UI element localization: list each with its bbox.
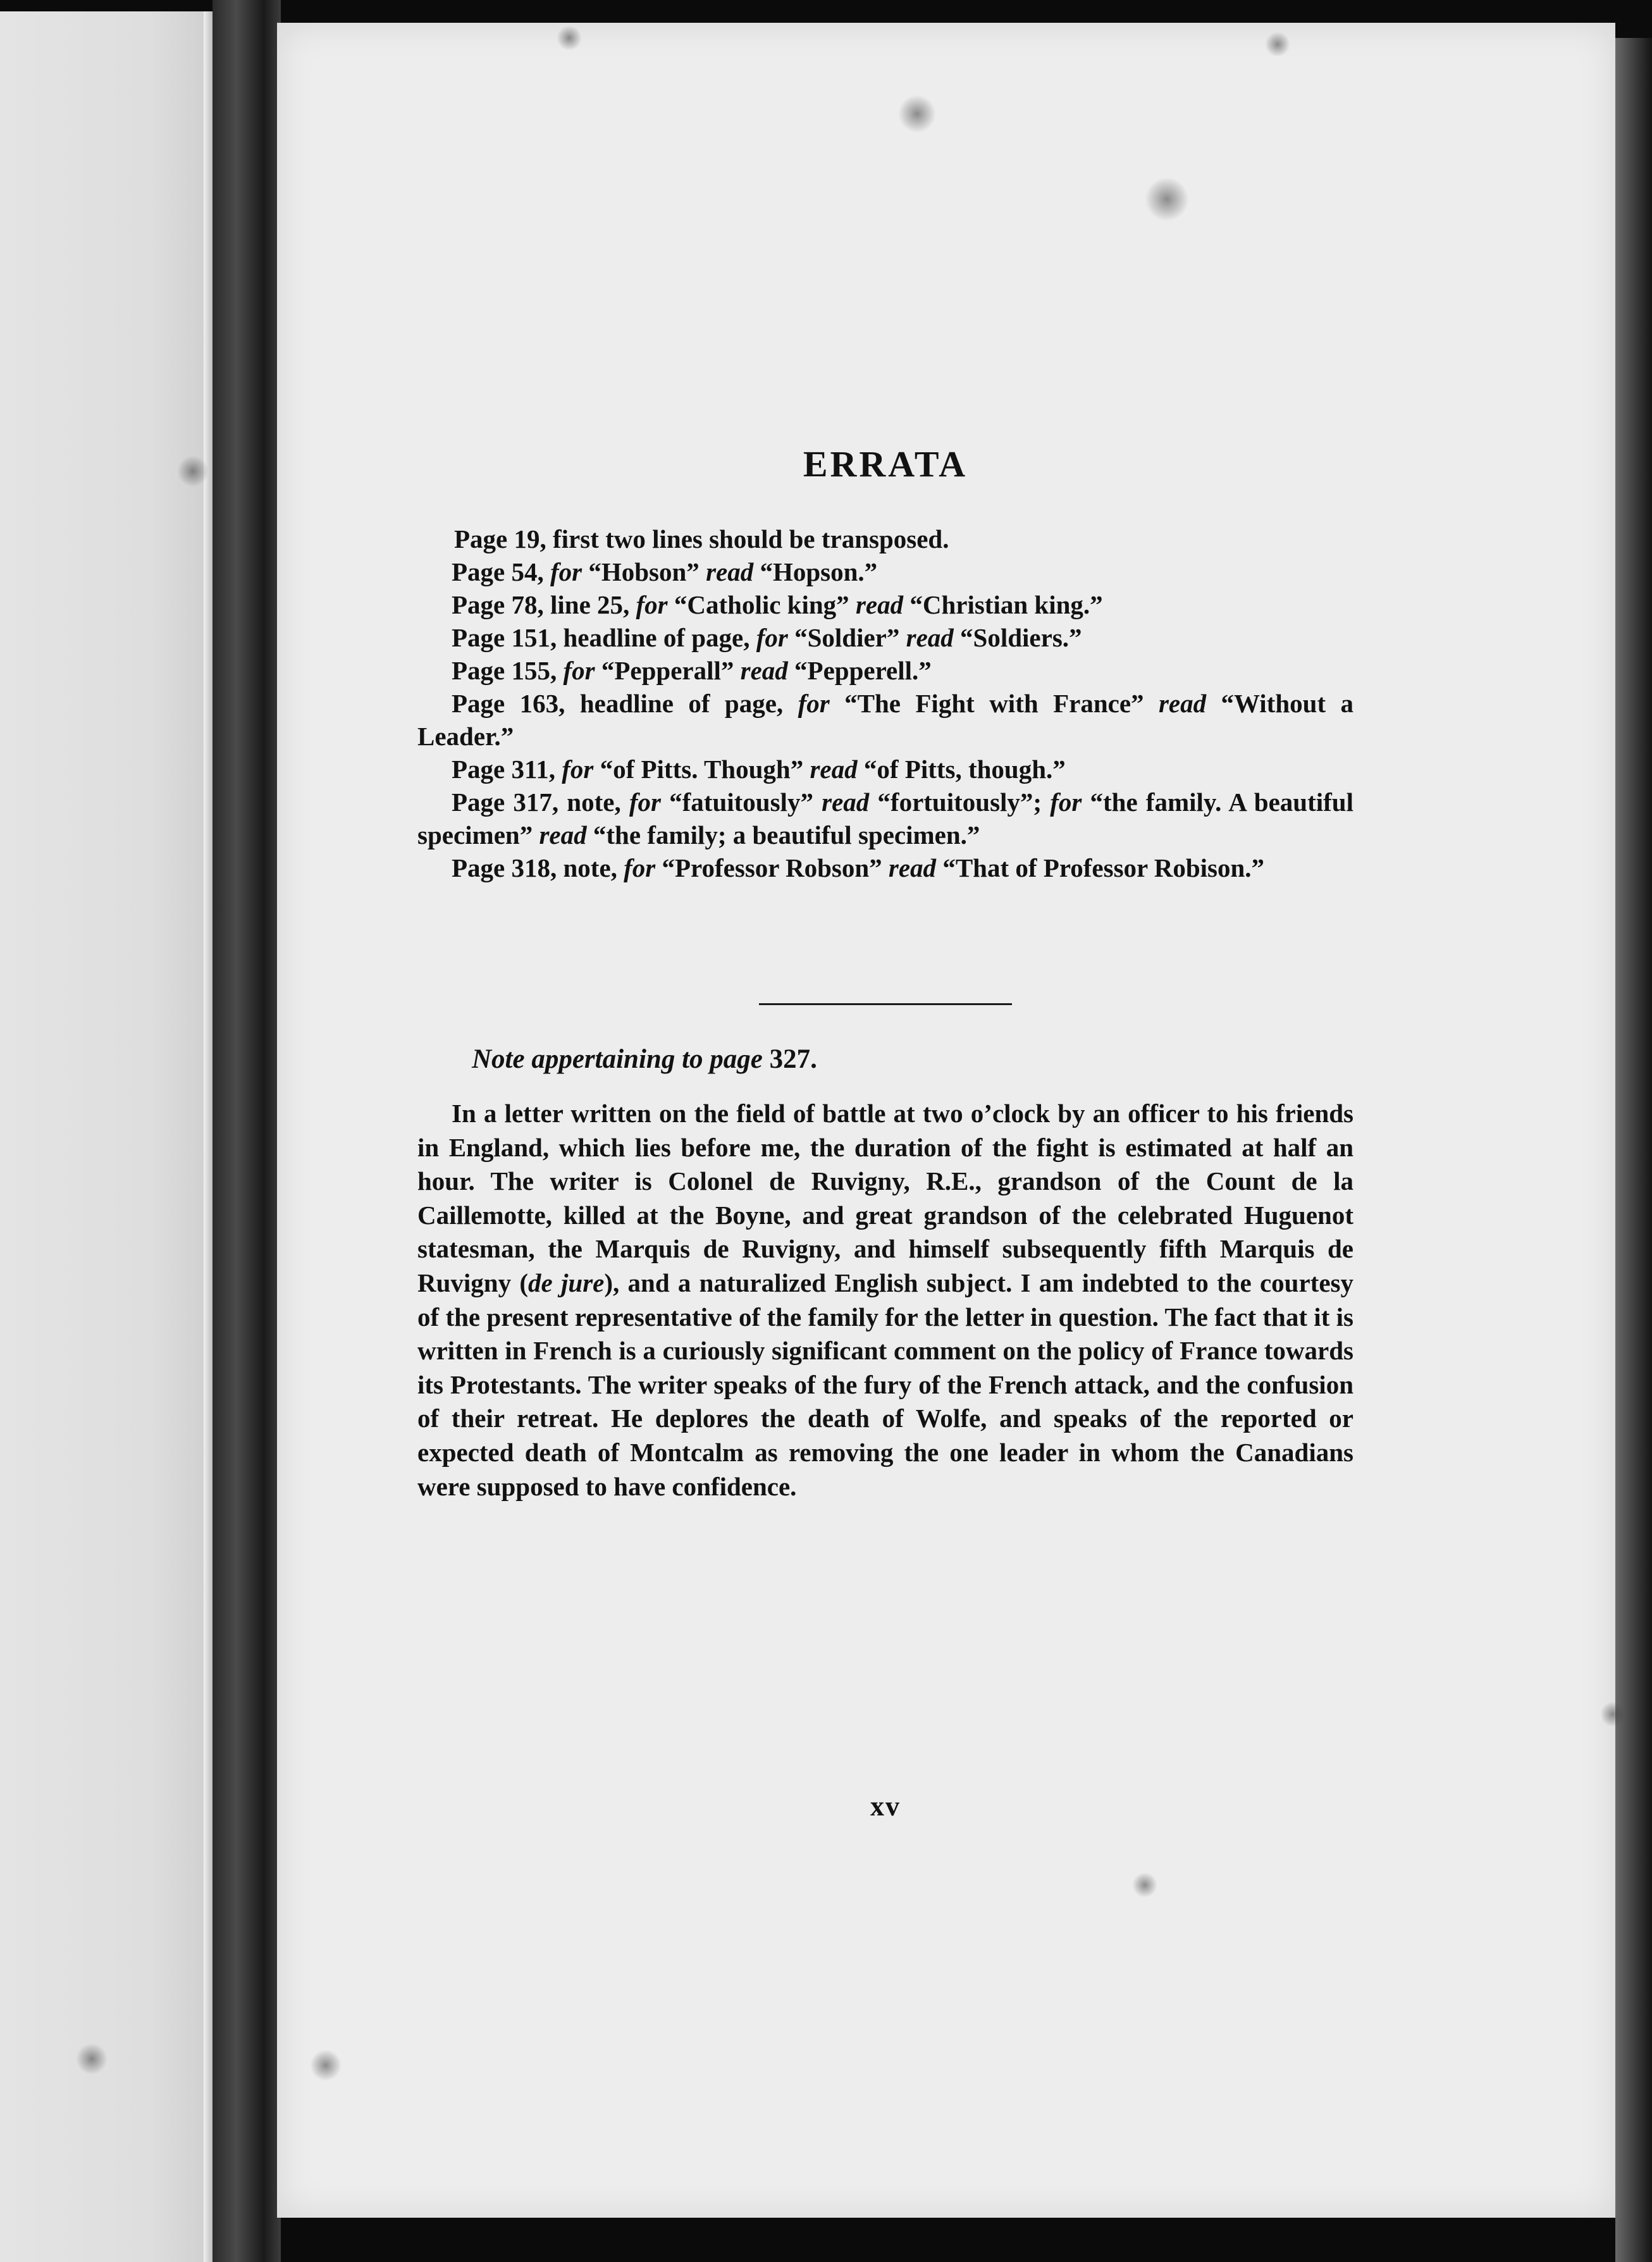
scan-speck — [1132, 1872, 1157, 1898]
page-number: xv — [870, 1791, 901, 1822]
italic-word: for — [636, 590, 668, 619]
errata-entry — [417, 621, 1353, 654]
italic-word: for — [756, 623, 788, 652]
text-run: In a letter written on the field of battle at two o’clock by an officer to his friends in England, which lies before me, the duration of the fight is estimated at half an hour. The writer is Colonel de Ruvigny, R.E., grandson of the Count de la Caillemotte, killed at the Boyne, and great grandson of the celebrated Huguenot statesman, the Marquis de Ruvigny, and himself subsequently fifth Marquis de Ruvigny ( — [417, 1099, 1353, 1297]
text-run: “fatuitously” — [660, 788, 822, 817]
text-run: Page 155, — [452, 656, 564, 685]
scan-speck — [1145, 177, 1189, 221]
errata-entry — [417, 687, 1353, 753]
note-body — [417, 1097, 1353, 1504]
text-run: Page 78, line 25, — [452, 590, 636, 619]
errata-list — [417, 522, 1353, 884]
text-run: “That of Professor Robison.” — [936, 853, 1265, 882]
italic-word: for — [798, 689, 830, 718]
italic-word: read — [539, 820, 587, 850]
scan-speck — [310, 2049, 342, 2081]
text-run: Page 151, headline of page, — [452, 623, 756, 652]
text-run: Page 318, note, — [452, 853, 624, 882]
italic-word: read — [888, 853, 937, 882]
italic-word: read — [706, 557, 754, 586]
italic-word: for — [562, 755, 594, 784]
text-run: “Hopson.” — [753, 557, 878, 586]
text-run: “Soldier” — [787, 623, 906, 652]
italic-word: for — [624, 853, 656, 882]
text-run: “Hobson” — [582, 557, 706, 586]
italic-word: read — [740, 656, 788, 685]
page-edge-shadow — [1615, 38, 1652, 2262]
text-run: “Soldiers.” — [953, 623, 1082, 652]
text-run: “of Pitts, though.” — [857, 755, 1066, 784]
section-divider — [759, 1003, 1012, 1005]
italic-word: for — [629, 788, 661, 817]
text-run: “the family. A beautiful specimen” — [417, 788, 1353, 850]
errata-entry — [417, 786, 1353, 851]
errata-entry — [417, 654, 1353, 687]
text-run: Page 163, headline of page, — [452, 689, 798, 718]
book-gutter — [213, 0, 281, 2262]
scan-speck — [1265, 32, 1290, 57]
facing-page-edge — [204, 11, 213, 2262]
errata-entry — [417, 555, 1353, 588]
note-heading-page: 327. — [769, 1044, 817, 1074]
text-run: Page 19, first two lines should be transposed. — [454, 524, 949, 553]
text-run: Page 54, — [452, 557, 550, 586]
errata-entry — [417, 753, 1353, 786]
text-run: “Catholic king” — [667, 590, 856, 619]
italic-word: for — [550, 557, 583, 586]
scan-speck — [76, 2043, 108, 2075]
text-run: “Without a Leader.” — [417, 689, 1354, 751]
note-heading-text: Note appertaining to page — [472, 1044, 763, 1074]
scan-speck — [557, 25, 582, 51]
italic-word: for — [563, 656, 595, 685]
scan-speck — [898, 95, 936, 133]
text-run: “The Fight with France” — [829, 689, 1159, 718]
italic-word: read — [810, 755, 858, 784]
text-run: “Professor Robson” — [655, 853, 889, 882]
errata-entry — [417, 851, 1353, 884]
errata-entry — [417, 522, 1353, 555]
text-run: “Pepperell.” — [787, 656, 932, 685]
italic-word: read — [855, 590, 904, 619]
italic-word: de jure — [528, 1268, 605, 1297]
note-heading — [472, 1044, 817, 1075]
italic-word: read — [906, 623, 954, 652]
scan-speck — [1600, 1702, 1625, 1727]
italic-word: read — [1158, 689, 1207, 718]
page-title: ERRATA — [803, 443, 968, 485]
text-run: “the family; a beautiful specimen.” — [586, 820, 980, 850]
text-run: Page 311, — [452, 755, 562, 784]
italic-word: read — [822, 788, 870, 817]
text-run: “Christian king.” — [903, 590, 1103, 619]
text-run: Page 317, note, — [452, 788, 629, 817]
text-run: “of Pitts. Though” — [593, 755, 810, 784]
scan-speck — [177, 455, 209, 487]
text-run: ), and a naturalized English subject. I am indebted to the courtesy of the present representative of the family for the letter in question. The fact that it is written in French is a curiously significant comment on the policy of France towards its Protestants. The writer speaks of the fury of the French attack, and the confusion of their retreat. He deplores the death of Wolfe, and speaks of the reported or expected death of Montcalm as removing the one leader in whom the Canadians were supposed to have confidence. — [417, 1268, 1353, 1501]
italic-word: for — [1050, 788, 1082, 817]
facing-page — [0, 11, 213, 2262]
errata-entry — [417, 588, 1353, 621]
text-run: “Pepperall” — [595, 656, 741, 685]
text-run: “fortuitously”; — [869, 788, 1051, 817]
